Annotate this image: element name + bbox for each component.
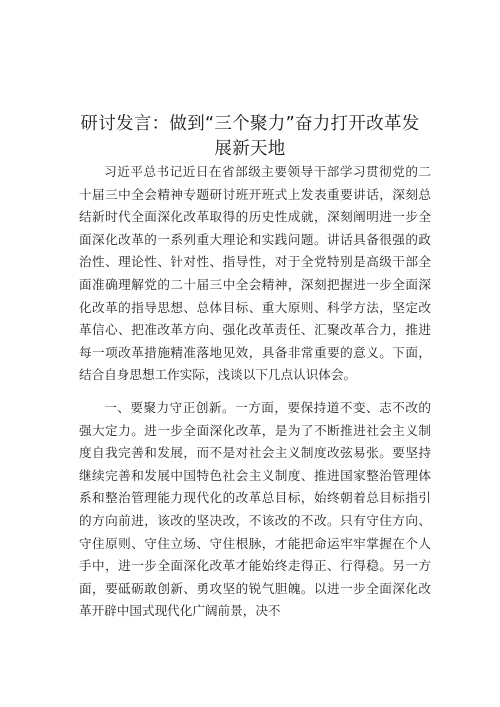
title-line-2: 展新天地 xyxy=(214,139,286,159)
paragraph-intro: 习近平总书记近日在省部级主要领导干部学习贯彻党的二十届三中全会精神专题研讨班开班式上发表重要讲话，深刻总结新时代全面深化改革取得的历史性成就，深刻阐明进一步全面深化改革的一系列重大理论和实践问题。讲话具备很强的政治性、理论性、针对性、指导性，对于全党特别是高级干部全面准确理解党的二十届三中全会精神，深刻把握进一步全面深化改革的指导思想、总体目标、重大原则、科学方法，坚定改革信心、把准改革方向、强化改革责任、汇聚改革合力，推进每一项改革措施精准落地见效，具备非常重要的意义。下面，结合自身思想工作实际，浅谈以下几点认识体会。 xyxy=(79,164,431,383)
document-title xyxy=(80,112,420,162)
document-body xyxy=(79,161,431,623)
title-line-1: 研讨发言：做到“三个聚力”奋力打开改革发 xyxy=(80,114,420,134)
paragraph-section-one: 一、要聚力守正创新。一方面，要保持道不变、志不改的强大定力。进一步全面深化改革，是为了不断推进社会主义制度自我完善和发展，而不是对社会主义制度改弦易张。要坚持继续完善和发展中国特色社会主义制度、推进国家整治管理体系和整治管理能力现代化的改革总目标，始终朝着总目标指引的方向前进，该改的坚决改，不该改的不改。只有守住方向、守住原则、守住立场、守住根脉，才能把命运牢牢掌握在个人手中，进一步全面深化改革才能始终走得正、行得稳。另一方面，要砥砺敢创新、勇攻坚的锐气胆魄。以进一步全面深化改革开辟中国式现代化广阔前景，决不 xyxy=(79,399,431,619)
